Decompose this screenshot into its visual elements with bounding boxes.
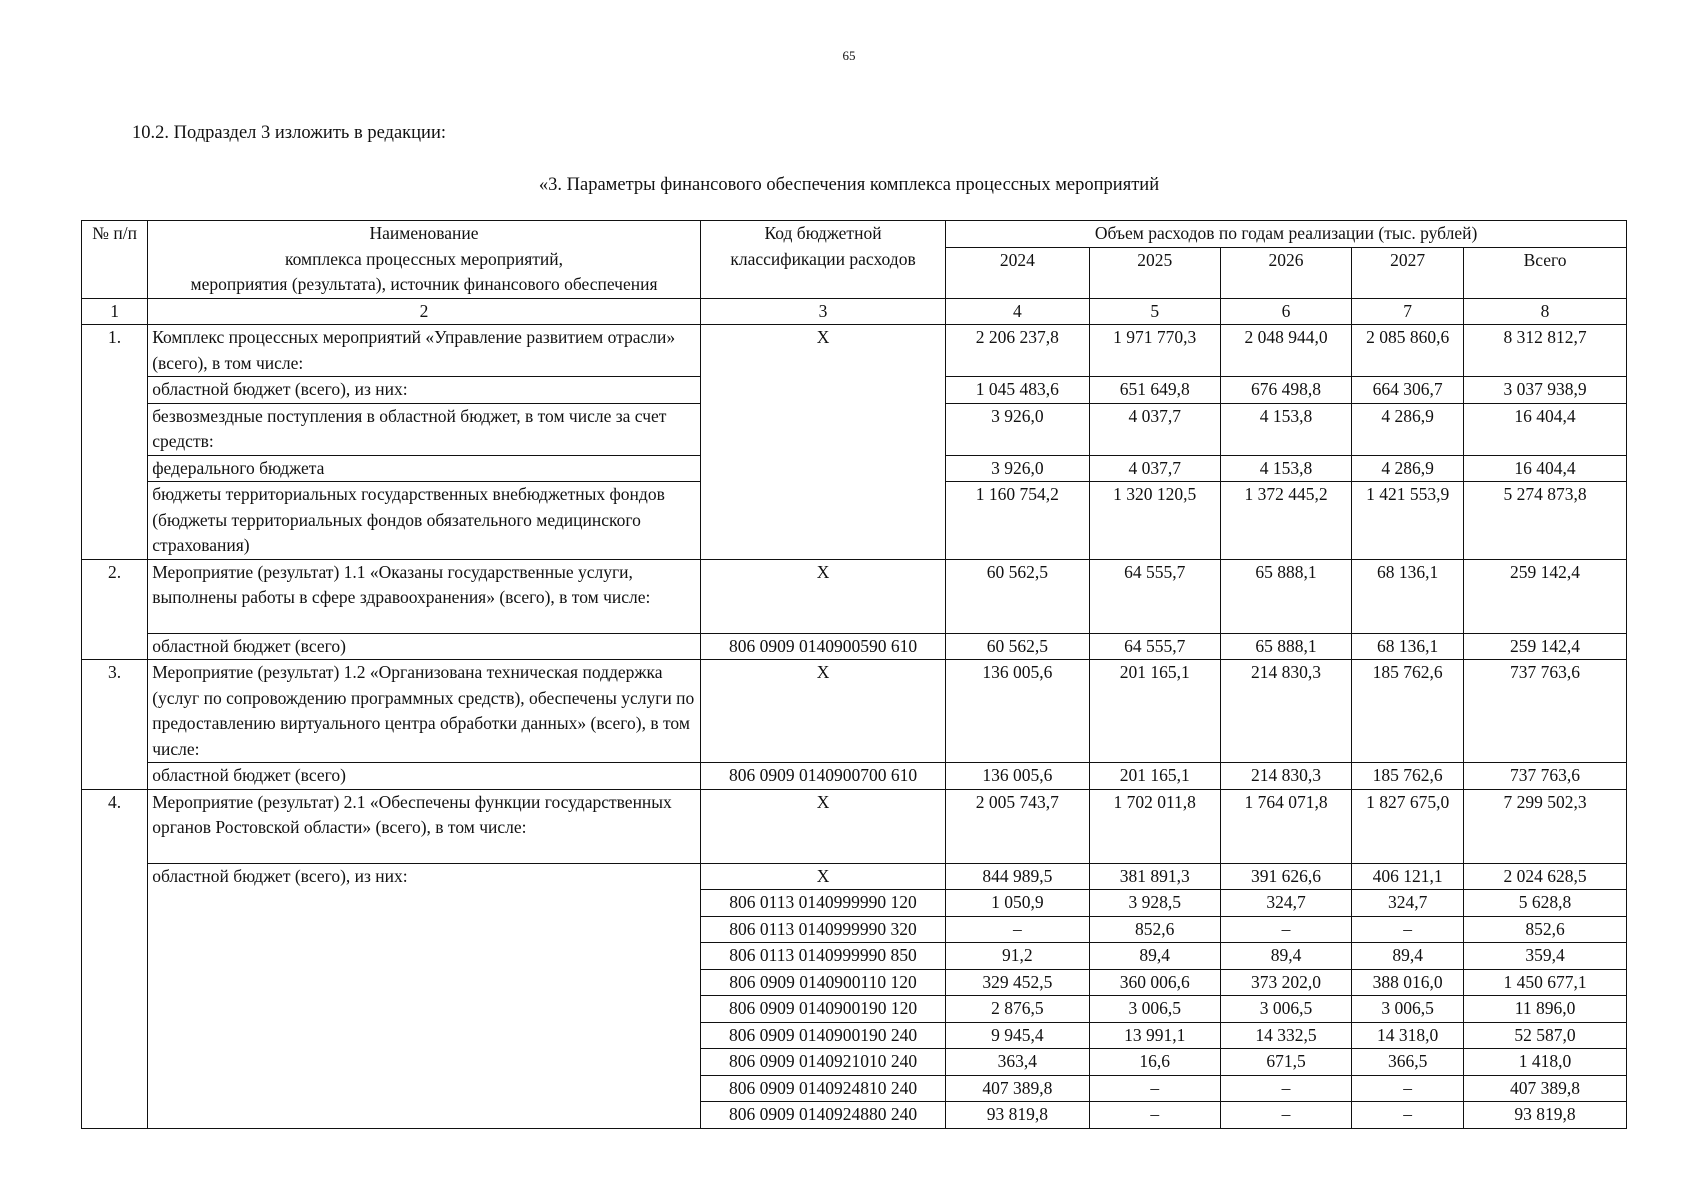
table-row (82, 763, 1627, 790)
value-2026: 65 888,1 (1220, 559, 1351, 633)
row-code: 806 0909 0140921010 240 (700, 1049, 945, 1076)
value-total: 1 450 677,1 (1464, 969, 1627, 996)
row-code: 806 0113 0140999990 120 (700, 890, 945, 917)
value-2025: 64 555,7 (1089, 559, 1220, 633)
value-2025: 360 006,6 (1089, 969, 1220, 996)
value-2026: 4 153,8 (1220, 455, 1351, 482)
value-total: 8 312 812,7 (1464, 325, 1627, 377)
table-title: «3. Параметры финансового обеспечения комплекса процессных мероприятий (538, 175, 1160, 195)
value-2027: 185 762,6 (1352, 763, 1464, 790)
value-total: 2 024 628,5 (1464, 863, 1627, 890)
value-2026: 1 764 071,8 (1220, 789, 1351, 863)
header-code-line2: классификации расходов (730, 248, 916, 269)
value-2025: – (1089, 1102, 1220, 1129)
header-num: № п/п (82, 221, 148, 299)
table-row (82, 559, 1627, 633)
value-2025: 852,6 (1089, 916, 1220, 943)
value-2027: – (1352, 1075, 1464, 1102)
table-row (82, 633, 1627, 660)
value-2026: 1 372 445,2 (1220, 482, 1351, 560)
column-number: 6 (1220, 298, 1351, 325)
value-2027: 4 286,9 (1352, 403, 1464, 455)
value-2026: 65 888,1 (1220, 633, 1351, 660)
row-code: 806 0909 0140924880 240 (700, 1102, 945, 1129)
value-2024: 2 206 237,8 (946, 325, 1089, 377)
value-2026: – (1220, 1102, 1351, 1129)
value-2025: 4 037,7 (1089, 403, 1220, 455)
value-2025: 1 702 011,8 (1089, 789, 1220, 863)
column-number: 8 (1464, 298, 1627, 325)
intro-text: 10.2. Подраздел 3 изложить в редакции: (132, 123, 446, 143)
value-2025: 201 165,1 (1089, 660, 1220, 763)
header-year-2024: 2024 (946, 247, 1089, 298)
header-year-2027: 2027 (1352, 247, 1464, 298)
column-number-row (82, 298, 1627, 325)
value-total: 737 763,6 (1464, 660, 1627, 763)
value-2024: 93 819,8 (946, 1102, 1089, 1129)
value-total: 5 274 873,8 (1464, 482, 1627, 560)
value-2025: 1 971 770,3 (1089, 325, 1220, 377)
value-2024: – (946, 916, 1089, 943)
value-2027: 2 085 860,6 (1352, 325, 1464, 377)
table-row (82, 325, 1627, 377)
value-2027: 89,4 (1352, 943, 1464, 970)
value-2024: 60 562,5 (946, 633, 1089, 660)
row-code: X (700, 789, 945, 863)
row-name: областной бюджет (всего), из них: (148, 377, 701, 404)
header-name-line2: комплекса процессных мероприятий, (285, 248, 564, 269)
value-2025: 64 555,7 (1089, 633, 1220, 660)
value-2026: 3 006,5 (1220, 996, 1351, 1023)
value-2025: 13 991,1 (1089, 1022, 1220, 1049)
value-2027: 366,5 (1352, 1049, 1464, 1076)
value-2026: 214 830,3 (1220, 763, 1351, 790)
row-name: федерального бюджета (148, 455, 701, 482)
value-2027: 68 136,1 (1352, 559, 1464, 633)
column-number: 1 (82, 298, 148, 325)
value-2025: 16,6 (1089, 1049, 1220, 1076)
value-2027: 664 306,7 (1352, 377, 1464, 404)
value-2026: 14 332,5 (1220, 1022, 1351, 1049)
row-number: 4. (82, 789, 148, 1128)
header-year-2025: 2025 (1089, 247, 1220, 298)
table-row (82, 660, 1627, 763)
value-2026: 214 830,3 (1220, 660, 1351, 763)
row-number: 1. (82, 325, 148, 560)
column-number: 4 (946, 298, 1089, 325)
column-number: 5 (1089, 298, 1220, 325)
row-name: бюджеты территориальных государственных внебюджетных фондов (бюджеты территориальных фондов обязательного медицинского страхования) (148, 482, 701, 560)
row-name: безвозмездные поступления в областной бюджет, в том числе за счет средств: (148, 403, 701, 455)
value-2025: 1 320 120,5 (1089, 482, 1220, 560)
value-total: 737 763,6 (1464, 763, 1627, 790)
value-2027: 68 136,1 (1352, 633, 1464, 660)
header-name (148, 221, 701, 299)
value-2024: 60 562,5 (946, 559, 1089, 633)
header-year-2026: 2026 (1220, 247, 1351, 298)
value-total: 407 389,8 (1464, 1075, 1627, 1102)
value-2024: 1 160 754,2 (946, 482, 1089, 560)
value-2026: 89,4 (1220, 943, 1351, 970)
budget-table (81, 220, 1627, 1129)
value-2027: 4 286,9 (1352, 455, 1464, 482)
row-name: областной бюджет (всего), из них: (148, 863, 701, 1128)
value-2024: 3 926,0 (946, 403, 1089, 455)
value-total: 3 037 938,9 (1464, 377, 1627, 404)
value-total: 16 404,4 (1464, 403, 1627, 455)
value-2025: 3 928,5 (1089, 890, 1220, 917)
row-code: 806 0113 0140999990 850 (700, 943, 945, 970)
value-2024: 1 050,9 (946, 890, 1089, 917)
column-number: 7 (1352, 298, 1464, 325)
row-name: Комплекс процессных мероприятий «Управление развитием отрасли» (всего), в том числе: (148, 325, 701, 377)
value-total: 16 404,4 (1464, 455, 1627, 482)
value-2027: – (1352, 916, 1464, 943)
value-2024: 2 876,5 (946, 996, 1089, 1023)
value-2025: 3 006,5 (1089, 996, 1220, 1023)
value-total: 259 142,4 (1464, 633, 1627, 660)
row-number: 3. (82, 660, 148, 790)
row-code: 806 0909 0140900700 610 (700, 763, 945, 790)
value-2026: 676 498,8 (1220, 377, 1351, 404)
row-name: областной бюджет (всего) (148, 633, 701, 660)
value-2027: 14 318,0 (1352, 1022, 1464, 1049)
value-2026: 671,5 (1220, 1049, 1351, 1076)
row-name: областной бюджет (всего) (148, 763, 701, 790)
header-row (82, 221, 1627, 248)
value-total: 259 142,4 (1464, 559, 1627, 633)
value-2024: 1 045 483,6 (946, 377, 1089, 404)
value-2026: 324,7 (1220, 890, 1351, 917)
row-code: 806 0909 0140924810 240 (700, 1075, 945, 1102)
value-2024: 136 005,6 (946, 763, 1089, 790)
value-2024: 363,4 (946, 1049, 1089, 1076)
value-2026: 391 626,6 (1220, 863, 1351, 890)
value-2025: – (1089, 1075, 1220, 1102)
value-total: 93 819,8 (1464, 1102, 1627, 1129)
value-2027: 324,7 (1352, 890, 1464, 917)
value-2024: 3 926,0 (946, 455, 1089, 482)
value-2026: 2 048 944,0 (1220, 325, 1351, 377)
value-total: 5 628,8 (1464, 890, 1627, 917)
value-2025: 651 649,8 (1089, 377, 1220, 404)
value-2027: 406 121,1 (1352, 863, 1464, 890)
page-number: 65 (842, 48, 856, 63)
header-name-line3: мероприятия (результата), источник финансового обеспечения (190, 274, 658, 294)
value-2025: 381 891,3 (1089, 863, 1220, 890)
value-2024: 329 452,5 (946, 969, 1089, 996)
value-2024: 9 945,4 (946, 1022, 1089, 1049)
header-volume: Объем расходов по годам реализации (тыс. рублей) (946, 221, 1627, 248)
row-name: Мероприятие (результат) 1.1 «Оказаны государственные услуги, выполнены работы в сфере здравоохранения» (всего), в том числе: (148, 559, 701, 633)
header-code (700, 221, 945, 299)
value-2026: – (1220, 1075, 1351, 1102)
row-code: 806 0909 0140900110 120 (700, 969, 945, 996)
value-total: 11 896,0 (1464, 996, 1627, 1023)
value-2024: 136 005,6 (946, 660, 1089, 763)
header-code-line1: Код бюджетной (764, 223, 882, 243)
value-2026: 373 202,0 (1220, 969, 1351, 996)
value-2026: 4 153,8 (1220, 403, 1351, 455)
row-code: 806 0113 0140999990 320 (700, 916, 945, 943)
value-2027: 3 006,5 (1352, 996, 1464, 1023)
value-2024: 2 005 743,7 (946, 789, 1089, 863)
value-2025: 201 165,1 (1089, 763, 1220, 790)
row-code: X (700, 660, 945, 763)
value-2025: 4 037,7 (1089, 455, 1220, 482)
value-2027: 185 762,6 (1352, 660, 1464, 763)
table-row (82, 789, 1627, 863)
table-row (82, 863, 1627, 890)
row-code: X (700, 863, 945, 890)
value-total: 7 299 502,3 (1464, 789, 1627, 863)
row-code: 806 0909 0140900590 610 (700, 633, 945, 660)
row-code: 806 0909 0140900190 240 (700, 1022, 945, 1049)
value-total: 852,6 (1464, 916, 1627, 943)
value-2027: 1 827 675,0 (1352, 789, 1464, 863)
value-2027: 1 421 553,9 (1352, 482, 1464, 560)
row-code: X (700, 325, 945, 560)
value-2027: – (1352, 1102, 1464, 1129)
column-number: 2 (148, 298, 701, 325)
header-name-line1: Наименование (369, 223, 479, 243)
value-2025: 89,4 (1089, 943, 1220, 970)
value-total: 1 418,0 (1464, 1049, 1627, 1076)
value-2027: 388 016,0 (1352, 969, 1464, 996)
value-total: 52 587,0 (1464, 1022, 1627, 1049)
row-name: Мероприятие (результат) 1.2 «Организована техническая поддержка (услуг по сопровождению программных средств), обеспечены услуги по предоставлению виртуального центра обработки данных» (всего), в том числе: (148, 660, 701, 763)
value-2024: 91,2 (946, 943, 1089, 970)
value-total: 359,4 (1464, 943, 1627, 970)
value-2024: 407 389,8 (946, 1075, 1089, 1102)
row-code: 806 0909 0140900190 120 (700, 996, 945, 1023)
value-2024: 844 989,5 (946, 863, 1089, 890)
column-number: 3 (700, 298, 945, 325)
row-code: X (700, 559, 945, 633)
row-number: 2. (82, 559, 148, 660)
row-name: Мероприятие (результат) 2.1 «Обеспечены функции государственных органов Ростовской области» (всего), в том числе: (148, 789, 701, 863)
value-2026: – (1220, 916, 1351, 943)
header-total: Всего (1464, 247, 1627, 298)
